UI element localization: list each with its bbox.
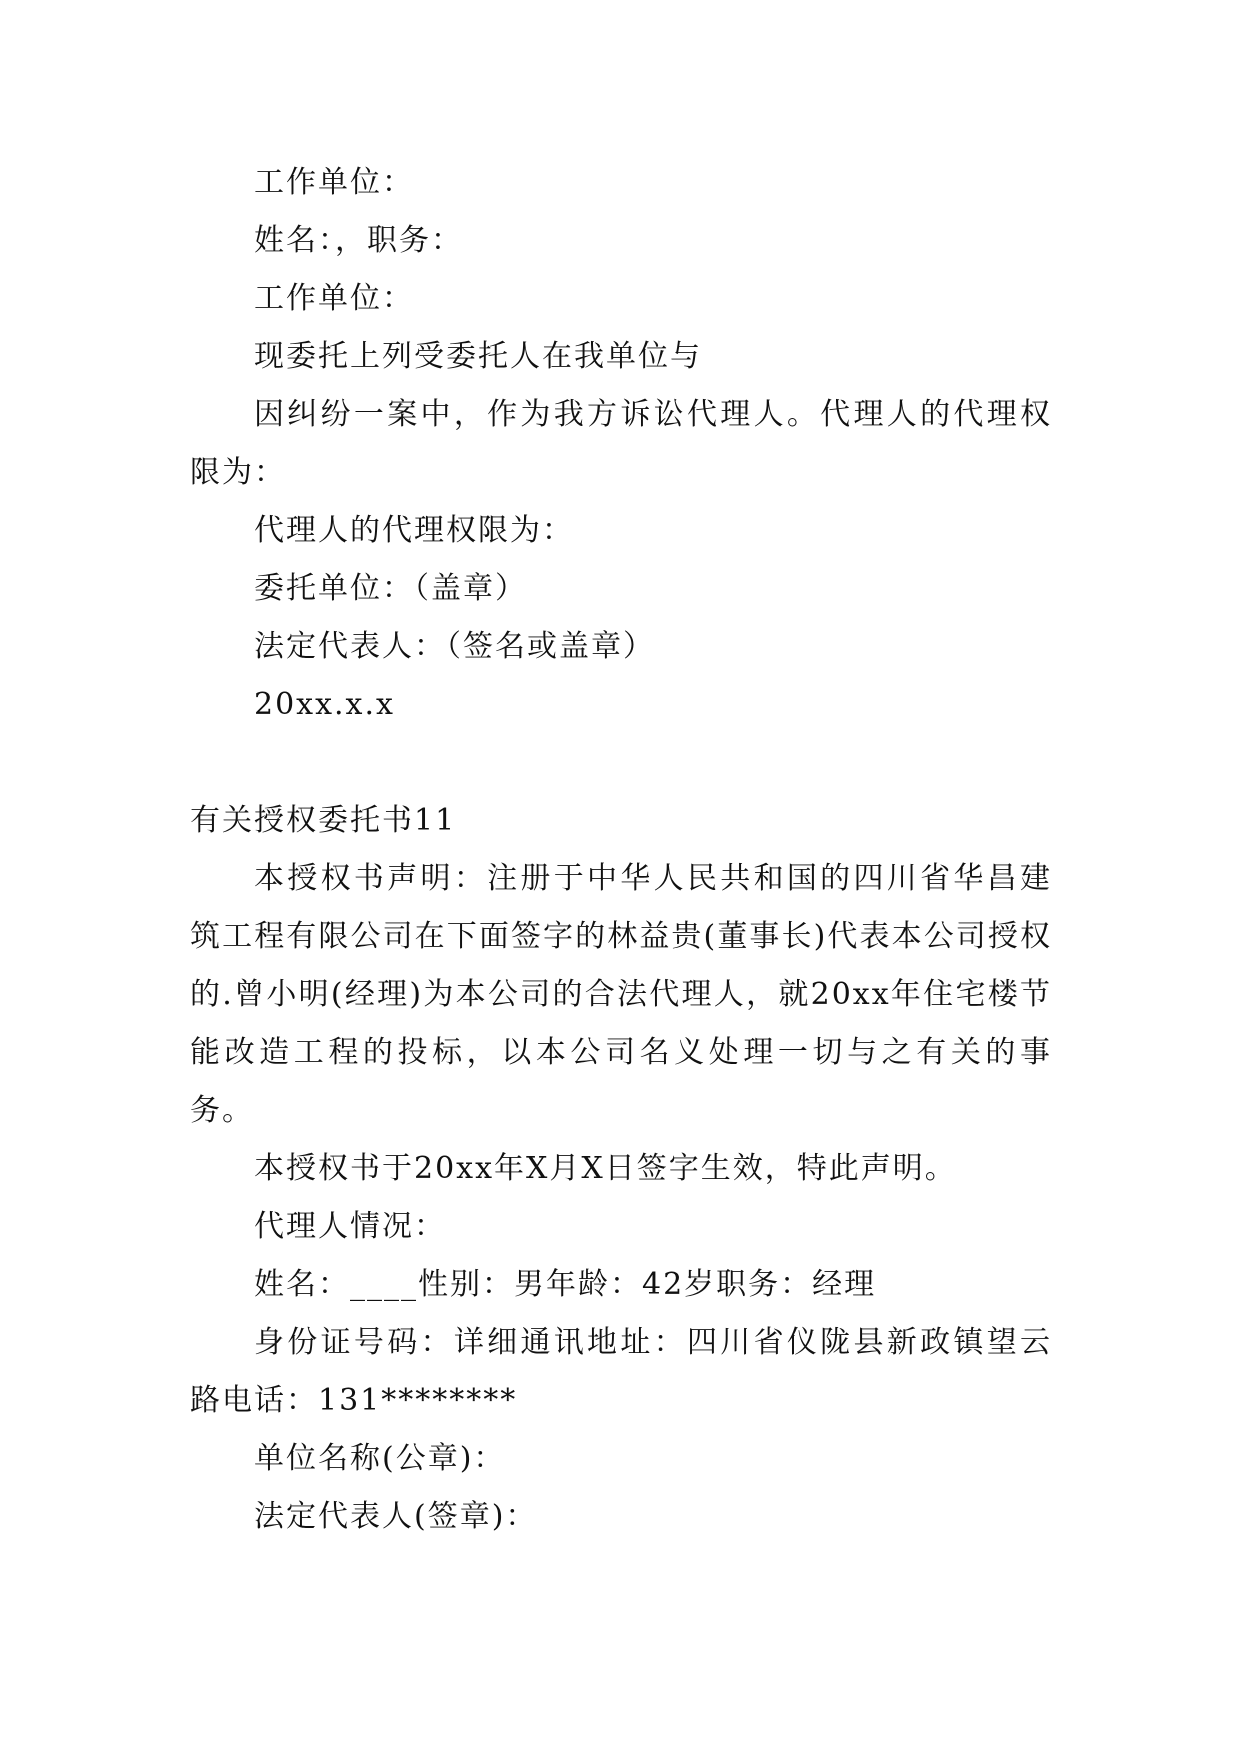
- document-body: [190, 154, 1052, 1546]
- agent-details-line: 姓名：____性别：男年龄：42岁职务：经理: [254, 1267, 877, 1302]
- work-unit-line: 工作单位：: [254, 165, 414, 200]
- legal-representative-signature-line: 法定代表人：（签名或盖章）: [254, 629, 655, 664]
- authority-scope-line: 代理人的代理权限为：: [254, 513, 574, 548]
- entrust-statement: 现委托上列受委托人在我单位与: [254, 339, 702, 374]
- unit-name-seal-line: 单位名称(公章)：: [254, 1441, 506, 1476]
- date-line: 20xx.x.x: [254, 687, 395, 722]
- authorization-declaration: 本授权书声明：注册于中华人民共和国的四川省华昌建筑工程有限公司在下面签字的林益贵(董事长)代表本公司授权的.曾小明(经理)为本公司的合法代理人，就20xx年住宅楼节能改造工程的投标，以本公司名义处理一切与之有关的事务。: [190, 861, 1052, 1128]
- entrusting-unit-seal-line: 委托单位：（盖章）: [254, 571, 527, 606]
- id-address-phone-line: 身份证号码：详细通讯地址：四川省仪陇县新政镇望云路电话：131********: [190, 1325, 1052, 1418]
- legal-representative-seal-line: 法定代表人(签章)：: [254, 1499, 538, 1534]
- name-position-line: 姓名：，职务：: [254, 223, 463, 258]
- dispute-statement: 因纠纷一案中，作为我方诉讼代理人。代理人的代理权限为：: [190, 397, 1052, 490]
- effective-date-statement: 本授权书于20xx年X月X日签字生效，特此声明。: [254, 1151, 957, 1186]
- section-gap: [190, 734, 1052, 792]
- work-unit-line-2: 工作单位：: [254, 281, 414, 316]
- agent-info-heading: 代理人情况：: [254, 1209, 446, 1244]
- section-title: 有关授权委托书11: [190, 803, 457, 838]
